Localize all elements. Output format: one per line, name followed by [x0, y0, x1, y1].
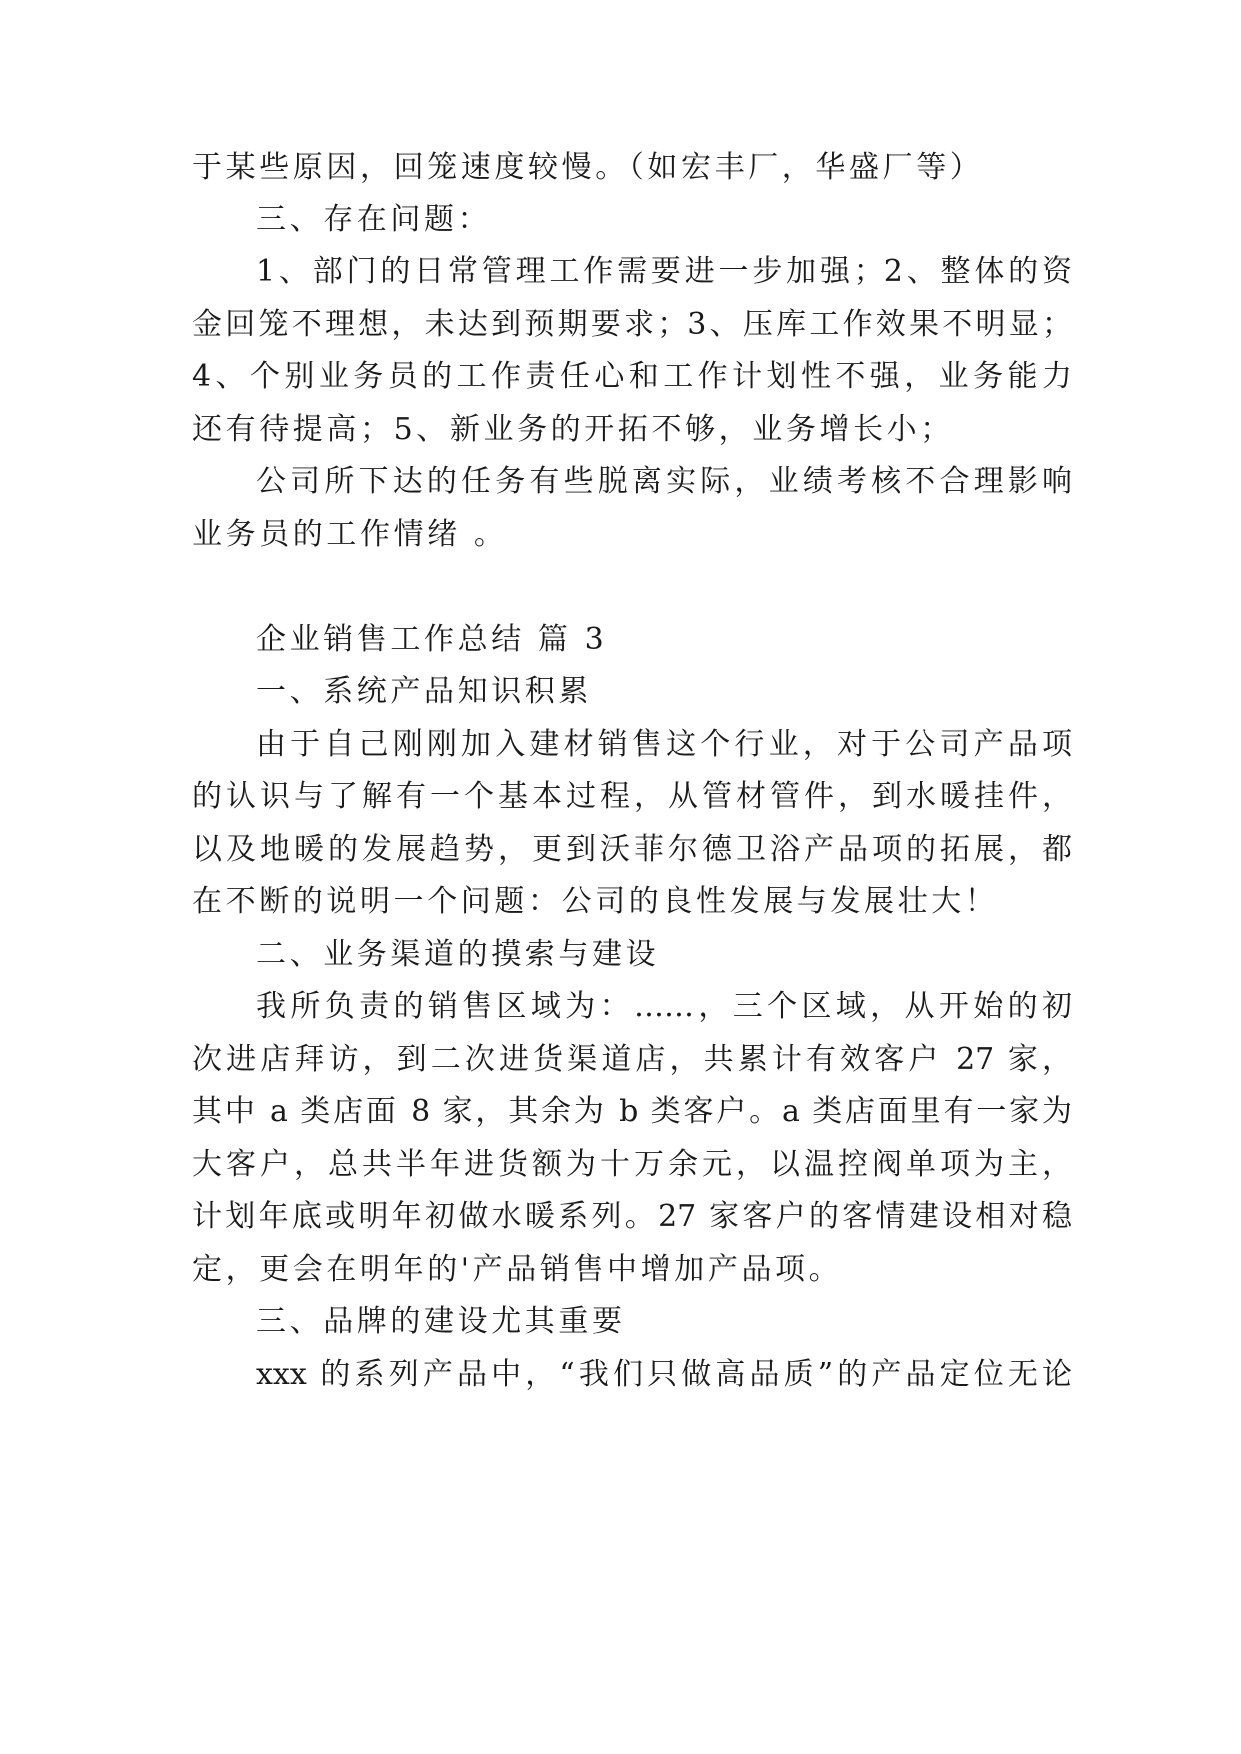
- text-line: 定，更会在明年的'产品销售中增加产品项。: [192, 1252, 843, 1287]
- text-line: 以及地暖的发展趋势，更到沃菲尔德卫浴产品项的拓展，都: [192, 832, 1072, 867]
- section-heading: 二、业务渠道的摸索与建设: [256, 937, 660, 972]
- section-heading: 三、存在问题：: [256, 202, 492, 237]
- text-line: 于某些原因，回笼速度较慢。（如宏丰厂，华盛厂等）: [192, 150, 984, 185]
- section-heading: 一、系统产品知识积累: [256, 674, 592, 709]
- text-line: 的认识与了解有一个基本过程，从管材管件，到水暖挂件，: [192, 779, 1072, 814]
- text-line: 其中 a 类店面 8 家，其余为 b 类客户。a 类店面里有一家为: [192, 1094, 1072, 1129]
- text-line: 公司所下达的任务有些脱离实际，业绩考核不合理影响: [256, 464, 1072, 499]
- text-line: xxx 的系列产品中，“我们只做高品质”的产品定位无论: [256, 1357, 1072, 1392]
- text-line: 大客户，总共半年进货额为十万余元，以温控阀单项为主，: [192, 1147, 1072, 1182]
- text-line: 还有待提高；5、新业务的开拓不够，业务增长小；: [192, 412, 954, 447]
- text-line: 在不断的说明一个问题：公司的良性发展与发展壮大！: [192, 884, 999, 919]
- text-line: 我所负责的销售区域为：……，三个区域，从开始的初: [256, 989, 1072, 1024]
- text-line: 业务员的工作情绪 。: [192, 517, 508, 552]
- text-line: 4、个别业务员的工作责任心和工作计划性不强，业务能力: [192, 359, 1072, 394]
- text-line: 计划年底或明年初做水暖系列。27 家客户的客情建设相对稳: [192, 1199, 1072, 1234]
- text-line: 1、部门的日常管理工作需要进一步加强；2、整体的资: [256, 254, 1072, 289]
- article-title: 企业销售工作总结 篇 3: [256, 622, 608, 657]
- text-line: 金回笼不理想，未达到预期要求；3、压库工作效果不明显；: [192, 307, 1072, 342]
- section-heading: 三、品牌的建设尤其重要: [256, 1304, 626, 1339]
- text-line: 次进店拜访，到二次进货渠道店，共累计有效客户 27 家，: [192, 1042, 1072, 1077]
- text-line: 由于自己刚刚加入建材销售这个行业，对于公司产品项: [256, 727, 1072, 762]
